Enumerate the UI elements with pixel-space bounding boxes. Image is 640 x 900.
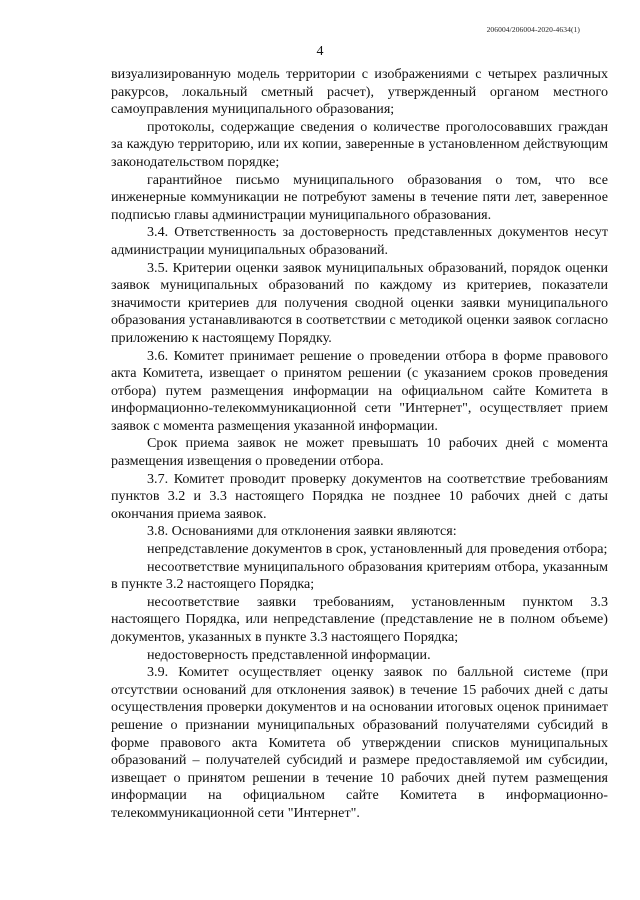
- rejection-reason-criteria-mismatch: несоответствие муниципального образования критериям отбора, указанным в пункте 3.2 настоящего Порядка;: [111, 558, 608, 593]
- rejection-reason-late-submission: непредставление документов в срок, установленный для проведения отбора;: [147, 541, 608, 558]
- page-number: 4: [316, 44, 324, 59]
- paragraph-guarantee-letter: гарантийное письмо муниципального образования о том, что все инженерные коммуникации не потребуют замены в течение пяти лет, заверенное подписью главы администрации муниципального образования.: [111, 171, 608, 223]
- paragraph-3-9: 3.9. Комитет осуществляет оценку заявок по балльной системе (при отсутствии оснований для отклонения заявок) в течение 15 рабочих дней с даты осуществления проверки документов и на основании итоговых оценок принимает решение о признании муниципальных образований получателями субсидий в форме правового акта Комитета об утверждении списков муниципальных образований – получателей субсидий и размере предоставляемой им субсидии, извещает о принятом решении в течение 10 рабочих дней путем размещения информации на официальном сайте Комитета в информационно-телекоммуникационной сети "Интернет".: [111, 664, 608, 821]
- paragraph-voting-protocols: протоколы, содержащие сведения о количестве проголосовавших граждан за каждую территорию, или их копии, заверенные в установленном действующим законодательством порядке;: [111, 118, 608, 170]
- document-registration-number: 206004/206004-2020-4634(1): [486, 25, 580, 34]
- rejection-reason-requirements-mismatch: несоответствие заявки требованиям, установленным пунктом 3.3 настоящего Порядка, или непредставление (представление не в полном объеме) документов, указанных в пункте 3.3 настоящего Порядка;: [111, 593, 608, 645]
- paragraph-3-4: 3.4. Ответственность за достоверность представленных документов несут администрации муниципальных образований.: [111, 224, 608, 258]
- paragraph-3-6: 3.6. Комитет принимает решение о проведении отбора в форме правового акта Комитета, извещает о принятом решении (с указанием сроков проведения отбора) путем размещения информации на официальном сайте Комитета в информационно-телекоммуникационной сети "Интернет", осуществляет прием заявок с момента размещения указанной информации.: [111, 347, 608, 434]
- paragraph-visualized-model: визуализированную модель территории с изображениями с четырех различных ракурсов, локальный сметный расчет), утвержденный органом местного самоуправления муниципального образования;: [111, 66, 608, 118]
- paragraph-3-7: 3.7. Комитет проводит проверку документов на соответствие требованиям пунктов 3.2 и 3.3 настоящего Порядка не позднее 10 рабочих дней с даты окончания приема заявок.: [111, 470, 608, 522]
- paragraph-application-deadline: Срок приема заявок не может превышать 10 рабочих дней с момента размещения извещения о проведении отбора.: [111, 435, 608, 470]
- paragraph-3-8: 3.8. Основаниями для отклонения заявки являются:: [147, 523, 457, 540]
- rejection-reason-unreliable-info: недостоверность представленной информации.: [147, 646, 431, 663]
- document-body: [111, 66, 608, 823]
- paragraph-3-5: 3.5. Критерии оценки заявок муниципальных образований, порядок оценки заявок муниципальных образований по каждому из критериев, показатели значимости критериев для получения сводной оценки заявки муниципального образования устанавливаются в соответствии с методикой оценки заявок согласно приложению к настоящему Порядку.: [111, 259, 608, 346]
